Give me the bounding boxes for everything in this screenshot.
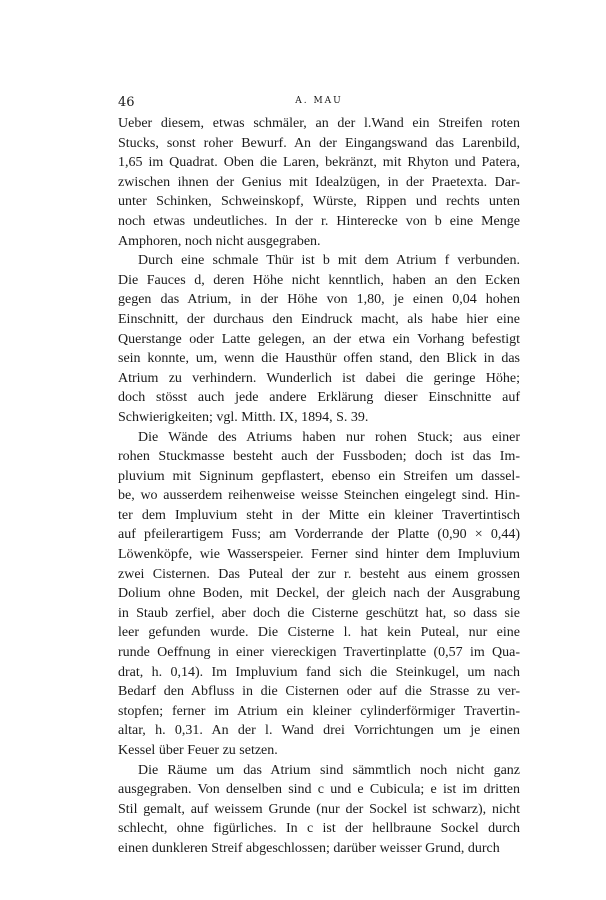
text-line: Stil gemalt, auf weissem Grunde (nur der Sockel ist schwarz), nicht	[118, 801, 520, 817]
text-line: stopfen; ferner im Atrium ein kleiner cylinderförmiger Travertin-	[118, 703, 520, 719]
text-line: sein konnte, um, wenn die Hausthür offen stand, den Blick in das	[118, 351, 520, 367]
text-line: Schwierigkeiten; vgl. Mitth. IX, 1894, S. 39.	[118, 409, 369, 425]
body-text	[118, 114, 520, 859]
text-line: ter dem Impluvium steht in der Mitte ein kleiner Travertintisch	[118, 507, 520, 523]
running-head: A. MAU	[295, 96, 343, 106]
text-line: Querstange oder Latte gelegen, an der etwa ein Vorhang befestigt	[118, 331, 520, 347]
text-line: doch stösst auch jede andere Erklärung dieser Einschnitte auf	[118, 390, 520, 406]
text-line: einen dunkleren Streif abgeschlossen; darüber weisser Grund, durch	[118, 840, 500, 856]
text-line: gegen das Atrium, in der Höhe von 1,80, je einen 0,04 hohen	[118, 292, 520, 308]
text-line: drat, h. 0,14). Im Impluvium fand sich die Steinkugel, um nach	[118, 664, 520, 680]
text-line: Ueber diesem, etwas schmäler, an der l.Wand ein Streifen roten	[118, 116, 520, 131]
text-line: in Staub zerfiel, aber doch die Cisterne geschützt hat, so dass sie	[118, 605, 520, 621]
text-line: Stucks, sonst roher Bewurf. An der Eingangswand das Larenbild,	[118, 135, 520, 151]
text-line: rohen Stuckmasse besteht auch der Fussboden; doch ist das Im-	[118, 449, 520, 465]
paragraph	[118, 428, 520, 761]
text-line: schlecht, ohne figürliches. In c ist der hellbraune Sockel durch	[118, 821, 520, 837]
text-line: Die Wände des Atriums haben nur rohen Stuck; aus einer	[138, 429, 520, 445]
text-line: pluvium mit Signinum gepflastert, ebenso ein Streifen um dassel-	[118, 468, 520, 484]
text-line: Einschnitt, der durchaus den Eindruck macht, als habe hier eine	[118, 311, 520, 327]
text-line: unter Schinken, Schweinskopf, Würste, Rippen und rechts unten	[118, 194, 520, 210]
text-line: Amphoren, noch nicht ausgegraben.	[118, 233, 321, 249]
text-line: 1,65 im Quadrat. Oben die Laren, bekränzt, mit Rhyton und Patera,	[118, 155, 520, 171]
paragraph	[118, 114, 520, 251]
text-line: leer gefunden wurde. Die Cisterne l. hat kein Puteal, nur eine	[118, 625, 520, 641]
text-line: Kessel über Feuer zu setzen.	[118, 743, 278, 758]
text-line: Dolium ohne Boden, mit Deckel, der gleich nach der Ausgrabung	[118, 586, 520, 602]
paragraph	[118, 251, 520, 427]
text-line: ausgegraben. Von denselben sind c und e Cubicula; e ist im dritten	[118, 782, 520, 798]
text-line: Atrium zu verhindern. Wunderlich ist dabei die geringe Höhe;	[118, 370, 520, 386]
text-line: Durch eine schmale Thür ist b mit dem Atrium f verbunden.	[138, 253, 520, 269]
paragraph	[118, 761, 520, 859]
text-line: Die Räume um das Atrium sind sämmtlich noch nicht ganz	[138, 762, 520, 778]
page-header	[118, 95, 520, 113]
text-line: auf pfeilerartigem Fuss; am Vorderrande der Platte (0,90 × 0,44)	[118, 527, 520, 543]
text-line: zwischen ihnen der Genius mit Idealzügen, in der Praetexta. Dar-	[118, 174, 520, 190]
text-line: Löwenköpfe, wie Wasserspeier. Ferner sind hinter dem Impluvium	[118, 547, 520, 563]
text-line: Die Fauces d, deren Höhe nicht kenntlich, haben an den Ecken	[118, 272, 520, 288]
text-line: zwei Cisternen. Das Puteal der zur r. besteht aus einem grossen	[118, 566, 520, 582]
text-line: runde Oeffnung in einer viereckigen Travertinplatte (0,57 im Qua-	[118, 645, 520, 661]
page-number: 46	[118, 95, 135, 110]
text-line: be, wo ausserdem reihenweise weisse Steinchen eingelegt sind. Hin-	[118, 488, 520, 504]
text-line: Bedarf den Abfluss in die Cisternen oder auf die Strasse zu ver-	[118, 684, 520, 700]
text-line: noch etwas undeutliches. In der r. Hinterecke von b eine Menge	[118, 213, 520, 229]
text-line: altar, h. 0,31. An der l. Wand drei Vorrichtungen um je einen	[118, 723, 520, 739]
